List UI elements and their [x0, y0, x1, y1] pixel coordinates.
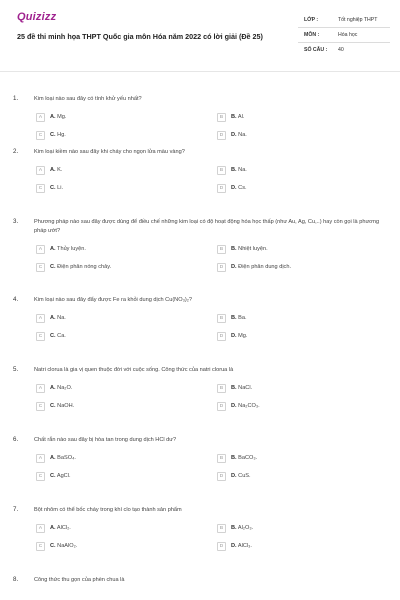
option-text [231, 385, 252, 391]
option-letter-box: B [217, 454, 226, 463]
option-letter-box: C [36, 184, 45, 193]
question-text: Kim loại nào sau đây đẩy được Fe ra khỏi dung dịch Cu(NO₃)₂? [34, 297, 192, 303]
option-text [50, 525, 71, 531]
option-letter-box: B [217, 314, 226, 323]
question-number: 2. [13, 148, 19, 155]
question-text: Kim loại kiềm nào sau đây khi cháy cho ngọn lửa màu vàng? [34, 149, 185, 155]
meta-key: SỐ CÂU : [304, 47, 328, 53]
option-letter-box: D [217, 332, 226, 341]
option-value: Điện phân nóng chảy. [55, 264, 112, 270]
option-text [50, 333, 66, 339]
option-text [231, 132, 247, 138]
option-value: Nhiệt luyện. [236, 246, 268, 252]
question-text: Phương pháp nào sau đây được dùng để điều chế những kim loại có độ hoạt động hóa học thấp (như Au, Ag, Cu,..) hay còn gọi là phương pháp ướt? [34, 219, 380, 234]
option-text [231, 315, 247, 321]
option-text [50, 246, 86, 252]
option-text [231, 525, 253, 531]
question-number: 8. [13, 576, 19, 583]
option-value: Mg. [236, 333, 248, 339]
option-label: D. [231, 185, 237, 191]
option-value: Li. [55, 185, 64, 191]
option-label: B. [231, 525, 237, 531]
option-letter-box: D [217, 263, 226, 272]
option-value: K. [55, 167, 63, 173]
option-text [50, 132, 66, 138]
question-number: 6. [13, 436, 19, 443]
option-text [50, 543, 77, 549]
option-value: BaCO₃. [236, 455, 258, 461]
option-letter-box: C [36, 332, 45, 341]
worksheet-header [0, 0, 400, 72]
option-value: BaSO₄. [55, 455, 76, 461]
option-label: D. [231, 333, 237, 339]
option-label: D. [231, 473, 237, 479]
option-text [231, 114, 244, 120]
worksheet-title: 25 đề thi minh họa THPT Quốc gia môn Hóa năm 2022 có lời giải (Đề 25) [17, 32, 263, 41]
question-text: Kim loại nào sau đây có tính khử yếu nhất? [34, 96, 142, 102]
option-text [50, 403, 74, 409]
option-label: C. [50, 132, 56, 138]
option-value: Na. [236, 167, 247, 173]
option-value: Ca. [55, 333, 66, 339]
option-value: AlCl₃. [236, 543, 252, 549]
option-label: D. [231, 264, 237, 270]
option-letter-box: A [36, 384, 45, 393]
option-letter-box: C [36, 402, 45, 411]
option-value: Na. [55, 315, 66, 321]
option-letter-box: B [217, 245, 226, 254]
option-value: Na₂O. [55, 385, 73, 391]
option-label: D. [231, 132, 237, 138]
option-label: C. [50, 543, 56, 549]
meta-value: Tốt nghiệp THPT [338, 17, 378, 23]
option-label: A. [50, 525, 56, 531]
option-label: B. [231, 315, 237, 321]
option-text [50, 167, 62, 173]
option-label: B. [231, 385, 237, 391]
option-text [231, 185, 247, 191]
option-value: Mg. [55, 114, 67, 120]
option-letter-box: C [36, 472, 45, 481]
option-label: B. [231, 246, 237, 252]
question-text: Chất rắn nào sau đây bị hòa tan trong dung dịch HCl dư? [34, 437, 177, 443]
option-label: A. [50, 315, 56, 321]
option-letter-box: B [217, 113, 226, 122]
option-text [231, 455, 257, 461]
option-text [50, 185, 63, 191]
option-letter-box: A [36, 314, 45, 323]
meta-key: MÔN : [304, 32, 320, 38]
option-value: Al. [236, 114, 245, 120]
option-label: D. [231, 403, 237, 409]
option-label: B. [231, 114, 237, 120]
option-label: A. [50, 455, 56, 461]
option-letter-box: D [217, 131, 226, 140]
quizizz-logo: Quizizz [17, 11, 57, 23]
option-text [50, 264, 111, 270]
option-label: D. [231, 543, 237, 549]
option-label: C. [50, 185, 56, 191]
option-text [231, 167, 247, 173]
option-letter-box: D [217, 542, 226, 551]
option-letter-box: D [217, 402, 226, 411]
option-label: C. [50, 473, 56, 479]
option-letter-box: B [217, 524, 226, 533]
question-text: Bột nhôm có thể bốc cháy trong khí clo tạo thành sản phẩm [34, 507, 182, 513]
option-label: C. [50, 264, 56, 270]
question-number: 1. [13, 95, 19, 102]
option-label: A. [50, 246, 56, 252]
header-divider [0, 71, 400, 72]
question-number: 4. [13, 296, 19, 303]
option-letter-box: A [36, 166, 45, 175]
option-letter-box: D [217, 472, 226, 481]
option-label: B. [231, 455, 237, 461]
meta-key: LỚP : [304, 17, 319, 23]
option-label: B. [231, 167, 237, 173]
option-letter-box: B [217, 384, 226, 393]
option-text [50, 455, 76, 461]
option-value: Cs. [236, 185, 247, 191]
option-label: C. [50, 333, 56, 339]
option-text [50, 114, 66, 120]
option-text [231, 543, 252, 549]
option-letter-box: B [217, 166, 226, 175]
option-value: NaCl. [236, 385, 253, 391]
option-label: A. [50, 114, 56, 120]
option-text [50, 385, 72, 391]
option-value: CuS. [236, 473, 251, 479]
question-number: 5. [13, 366, 19, 373]
meta-value: Hóa học [338, 32, 358, 38]
option-text [231, 403, 260, 409]
option-letter-box: C [36, 131, 45, 140]
option-value: NaOH. [55, 403, 75, 409]
option-letter-box: A [36, 113, 45, 122]
question-number: 3. [13, 218, 19, 225]
option-text [231, 246, 268, 252]
question-text: Công thức thu gọn của phèn chua là [34, 577, 125, 583]
option-text [231, 473, 251, 479]
option-text [231, 264, 291, 270]
option-value: Na. [236, 132, 247, 138]
option-value: Al₂O₃. [236, 525, 254, 531]
option-label: A. [50, 167, 56, 173]
option-letter-box: A [36, 454, 45, 463]
option-text [50, 473, 71, 479]
option-value: AgCl. [55, 473, 71, 479]
option-value: AlCl₂. [55, 525, 71, 531]
option-label: A. [50, 385, 56, 391]
option-text [50, 315, 66, 321]
option-value: NaAlO₂. [55, 543, 78, 549]
meta-row-subject [298, 28, 390, 43]
option-label: C. [50, 403, 56, 409]
question-number: 7. [13, 506, 19, 513]
option-value: Thủy luyện. [55, 246, 86, 252]
option-letter-box: C [36, 542, 45, 551]
meta-row-class [298, 13, 390, 28]
question-text: Natri clorua là gia vị quen thuộc đời với cuộc sống. Công thức của natri clorua là [34, 367, 234, 373]
option-letter-box: A [36, 245, 45, 254]
option-value: Ba. [236, 315, 247, 321]
option-letter-box: A [36, 524, 45, 533]
option-value: Hg. [55, 132, 66, 138]
option-text [231, 333, 247, 339]
meta-value: 40 [338, 47, 344, 53]
option-letter-box: C [36, 263, 45, 272]
worksheet-meta [298, 13, 390, 58]
option-value: Điện phân dung dịch. [236, 264, 292, 270]
option-letter-box: D [217, 184, 226, 193]
meta-row-count [298, 43, 390, 58]
option-value: Na₂CO₃. [236, 403, 260, 409]
